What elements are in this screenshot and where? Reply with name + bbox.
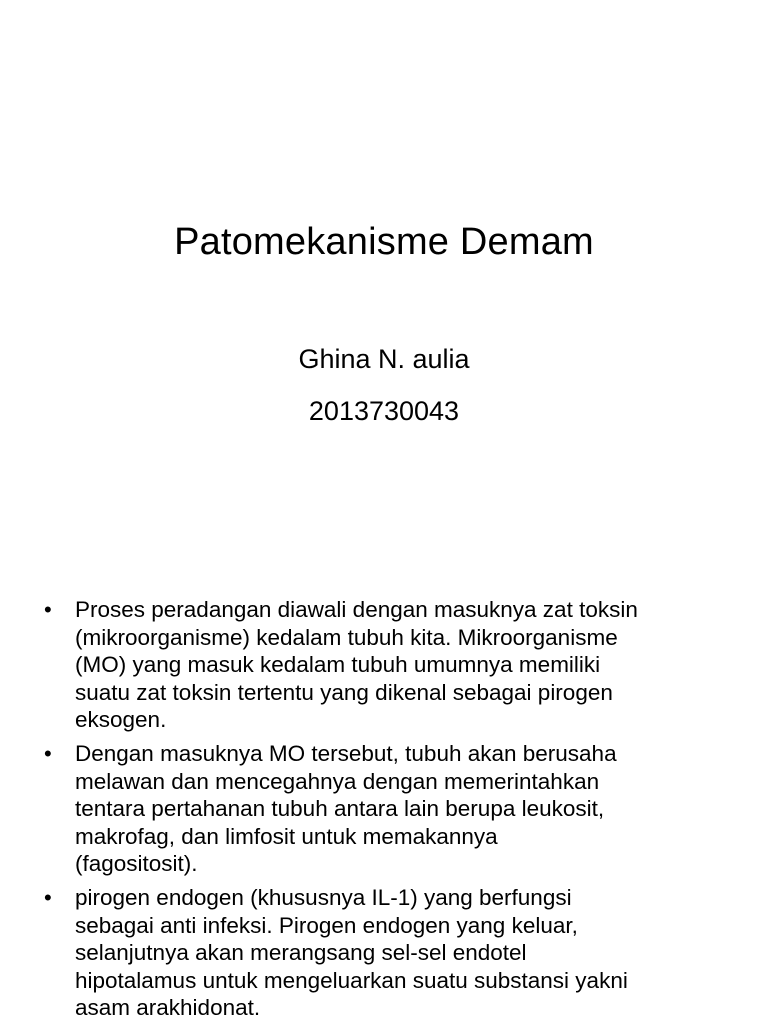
bullet-line: Dengan masuknya MO tersebut, tubuh akan berusaha (75, 740, 617, 766)
bullet-line: (mikroorganisme) kedalam tubuh kita. Mikroorganisme (75, 624, 618, 650)
student-id: 2013730043 (308, 396, 460, 426)
bullet-icon: • (44, 884, 52, 910)
bullet-line: (fagositosit). (75, 851, 198, 877)
bullet-text (75, 884, 734, 1022)
bullet-text (75, 740, 734, 878)
bullet-icon: • (44, 597, 52, 622)
bullet-line: tentara pertahanan tubuh antara lain berupa leukosit, (75, 796, 605, 822)
bullet-icon: • (44, 740, 52, 766)
bullet-line: asam arakhidonat. (75, 995, 261, 1021)
bullet-text (75, 596, 734, 734)
bullet-line: (MO) yang masuk kedalam tubuh umumnya memiliki (75, 652, 601, 678)
bullet-line: Proses peradangan diawali dengan masuknya zat toksin (75, 597, 638, 622)
bullet-line: suatu zat toksin tertentu yang dikenal sebagai pirogen (75, 679, 613, 705)
bullet-line: melawan dan mencegahnya dengan memerintahkan (75, 768, 600, 794)
bullet-list (44, 596, 734, 1028)
content-slide (0, 596, 768, 1024)
bullet-line: hipotalamus untuk mengeluarkan suatu substansi yakni (75, 967, 628, 993)
bullet-line: makrofag, dan limfosit untuk memakannya (75, 823, 498, 849)
bullet-item (44, 884, 734, 1022)
bullet-line: eksogen. (75, 707, 167, 733)
slide-subtitle (0, 333, 768, 437)
bullet-item (44, 740, 734, 878)
bullet-item (44, 596, 734, 734)
bullet-line: selanjutnya akan merangsang sel-sel endotel (75, 940, 527, 966)
slide-title: Patomekanisme Demam (174, 221, 594, 263)
bullet-line: pirogen endogen (khususnya IL-1) yang berfungsi (75, 884, 572, 910)
author-name: Ghina N. aulia (298, 344, 470, 374)
bullet-line: sebagai anti infeksi. Pirogen endogen yang keluar, (75, 912, 578, 938)
